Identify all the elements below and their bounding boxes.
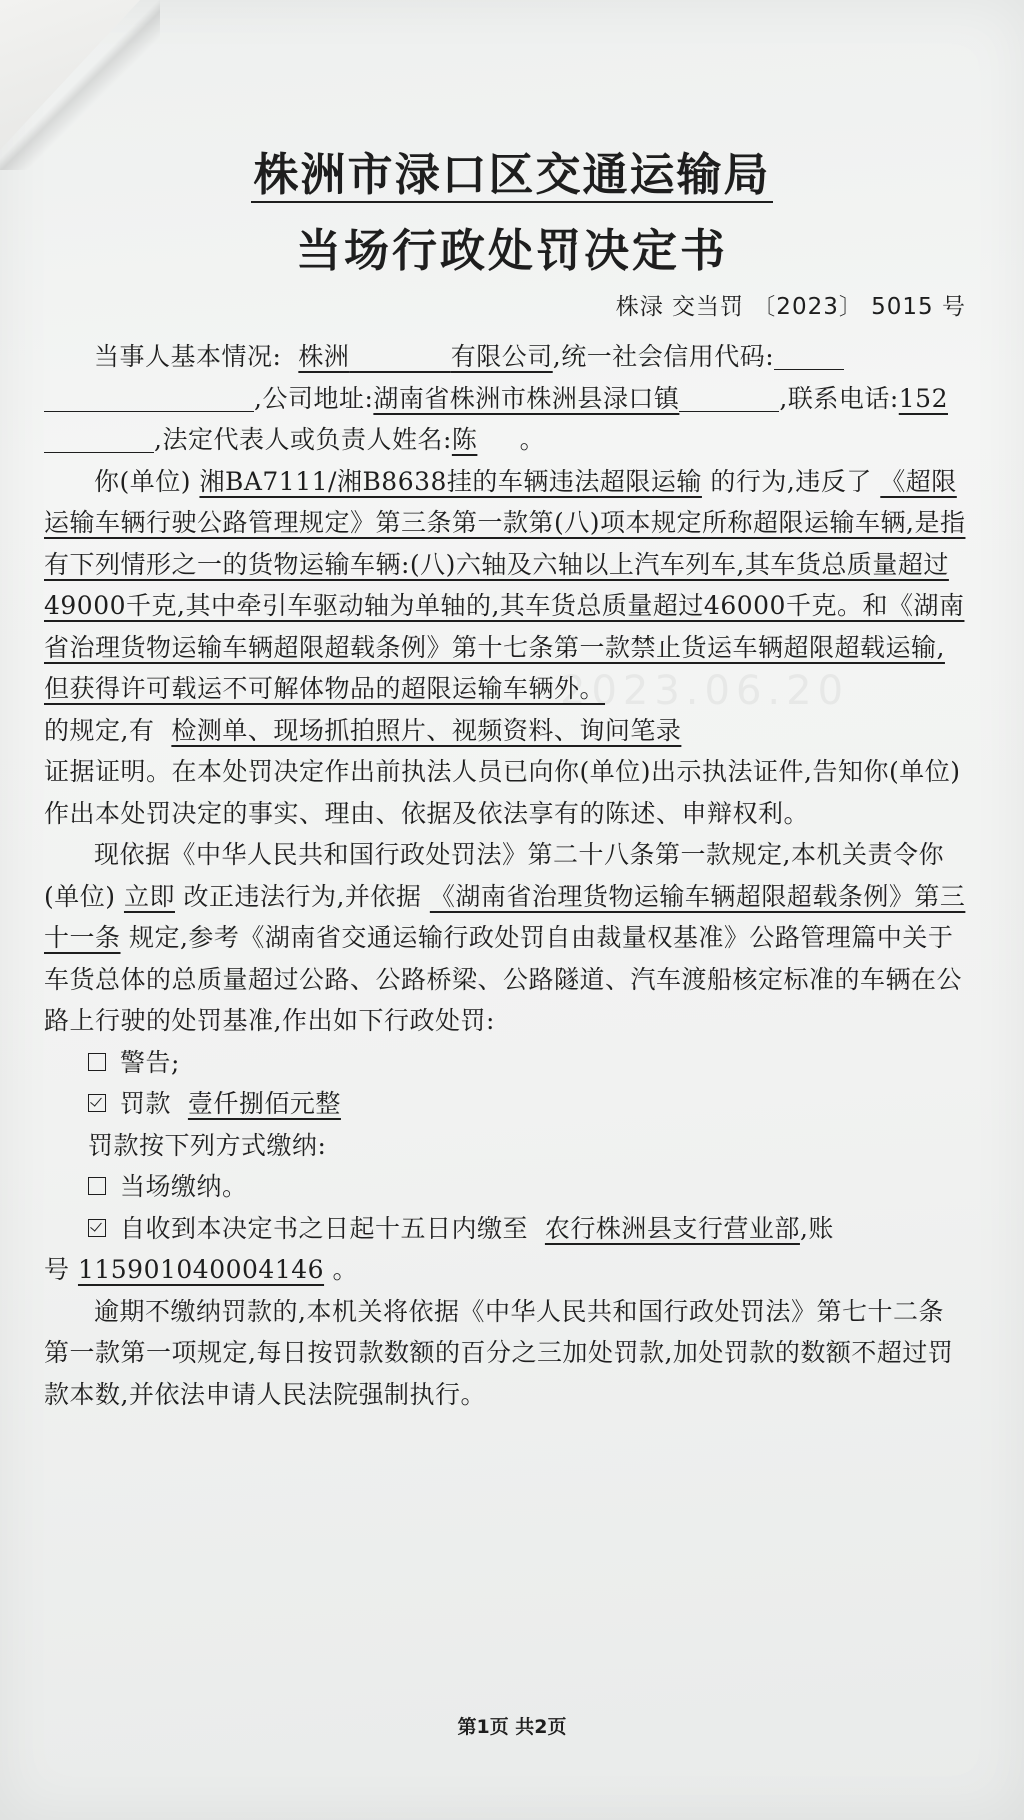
payment-onsite: 当场缴纳。 (44, 1166, 968, 1208)
fine-checkbox (88, 1094, 106, 1112)
evidence-list: 检测单、现场抓拍照片、视频资料、询问笔录 (171, 715, 682, 745)
option-fine: 罚款 壹仟捌佰元整 (44, 1083, 968, 1125)
document-body (44, 336, 968, 1415)
payment-bank: 自收到本决定书之日起十五日内缴至 农行株洲县支行营业部,账号 115901040004146 。 (44, 1213, 834, 1284)
decision-paragraph: 现依据《中华人民共和国行政处罚法》第二十八条第一款规定,本机关责令你(单位) 立即 改正违法行为,并依据 《湖南省治理货物运输车辆超限超载条例》第三十一条 规定,参考《湖南省交通运输行政处罚自由裁量权基准》公路管理篇中关于车货总体的总质量超过公路、公路桥梁、公路隧道、汽车渡船核定标准的车辆在公路上行驶的处罚基准,作出如下行政处罚: (44, 840, 966, 1035)
faint-date-stamp: 2023.06.20 (560, 668, 850, 714)
vehicle-plates: 湘BA7111/湘B8638挂的车辆违法超限运输 (199, 466, 702, 496)
evidence-line: 的规定,有 检测单、现场抓拍照片、视频资料、询问笔录 (44, 715, 682, 745)
penalty-basis: 《湖南省治理货物运输车辆超限超载条例》第三十一条 (44, 881, 966, 952)
violated-regulation: 《超限运输车辆行驶公路管理规定》第三条第一款第(八)项本规定所称超限运输车辆,是指有下列情形之一的货物运输车辆:(八)六轴及六轴以上汽车列车,其车货总质量超过49000千克,其中牵引车驱动轴为单轴的,其车货总质量超过46000千克。和《湖南省治理货物运输车辆超限超载条例》第十七条第一款禁止货运车辆超限超载运输,但获得许可载运不可解体物品的超限运输车辆外。 (44, 466, 966, 703)
notice-paragraph: 证据证明。在本处罚决定作出前执法人员已向你(单位)出示执法证件,告知你(单位)作出本处罚决定的事实、理由、依据及依法享有的陈述、申辩权利。 (44, 757, 961, 828)
legal-person-name: 陈 (451, 425, 478, 454)
redacted-phone (44, 422, 154, 453)
payment-intro: 罚款按下列方式缴纳: (88, 1130, 327, 1160)
onsite-checkbox (88, 1177, 106, 1195)
overdue-paragraph: 逾期不缴纳罚款的,本机关将依据《中华人民共和国行政处罚法》第七十二条第一款第一项规定,每日按罚款数额的百分之三加处罚款,加处罚款的数额不超过罚款本数,并依法申请人民法院强制执行。 (44, 1296, 954, 1409)
document-title-agency: 株洲市渌口区交通运输局 (253, 148, 771, 201)
warning-checkbox (88, 1053, 106, 1071)
document-number: 株渌 交当罚 〔2023〕 5015 号 (615, 294, 966, 320)
bank-checkbox (88, 1219, 106, 1237)
redacted-credit-code-cont (44, 381, 254, 412)
party-name: 株洲 有限公司 (298, 342, 553, 371)
contact-phone: 152 (898, 383, 948, 413)
company-address: 湖南省株洲市株洲县渌口镇 (373, 383, 680, 413)
bank-name: 农行株洲县支行营业部 (544, 1213, 800, 1243)
document-title-type: 当场行政处罚决定书 (295, 224, 728, 277)
party-info-paragraph: 当事人基本情况: 株洲 有限公司,统一社会信用代码:,公司地址:湖南省株洲市株洲县渌口镇 ,联系电话:152,法定代表人或负责人姓名:陈 。 (44, 336, 968, 461)
redacted-address (679, 381, 779, 412)
fine-amount: 壹仟捌佰元整 (187, 1089, 341, 1118)
bank-account: 115901040004146 (77, 1255, 325, 1284)
corrective-action: 立即 (123, 881, 175, 911)
page-number: 第1页 共2页 (457, 1716, 567, 1738)
violation-paragraph: 你(单位) 湘BA7111/湘B8638挂的车辆违法超限运输 的行为,违反了 《超限运输车辆行驶公路管理规定》第三条第一款第(八)项本规定所称超限运输车辆,是指有下列情形之一的货物运输车辆:(八)六轴及六轴以上汽车列车,其车货总质量超过49000千克,其中牵引车驱动轴为单轴的,其车货总质量超过46000千克。和《湖南省治理货物运输车辆超限超载条例》第十七条第一款禁止货运车辆超限超载运输,但获得许可载运不可解体物品的超限运输车辆外。 (44, 466, 966, 703)
redacted-credit-code (774, 339, 844, 370)
option-warning: 警告; (44, 1042, 968, 1084)
